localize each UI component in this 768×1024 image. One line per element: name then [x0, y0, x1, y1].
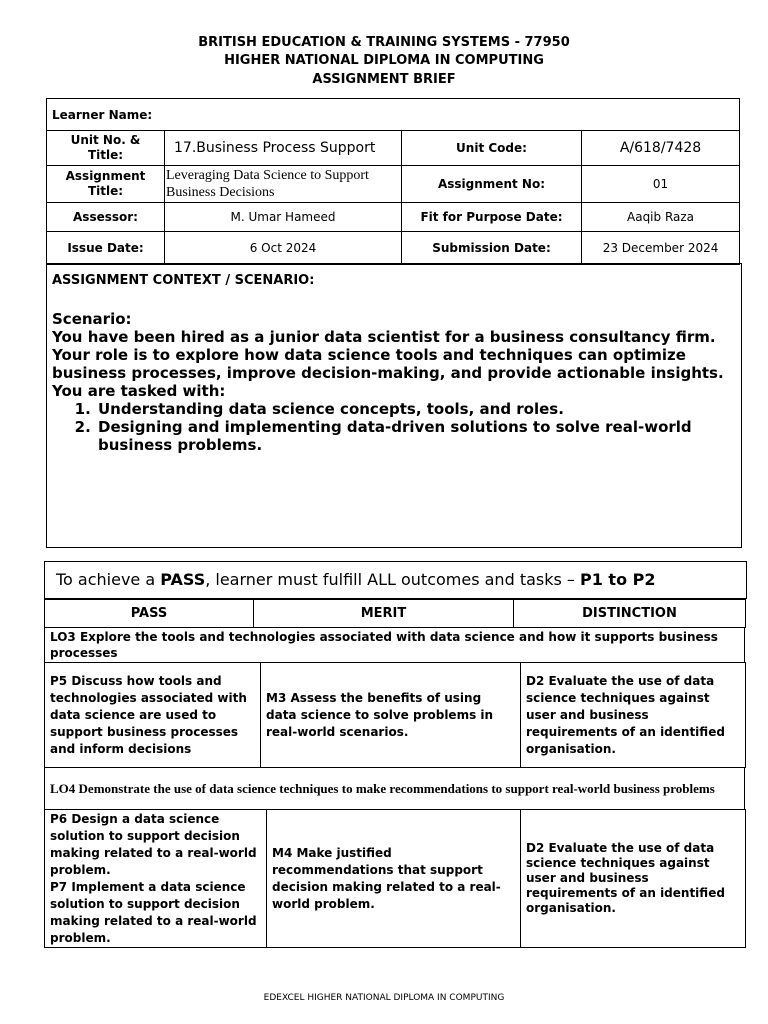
learner-name-row — [47, 99, 740, 131]
lo4-description: LO4 Demonstrate the use of data science techniques to make recommendations to support real-world business problems — [45, 768, 745, 810]
task-item: 1. Understanding data science concepts, tools, and roles. — [96, 400, 736, 418]
unit-row — [47, 131, 740, 166]
task-item: 2. Designing and implementing data-driven solutions to solve real-world business problems. — [96, 418, 736, 454]
issue-date-value: 6 Oct 2024 — [165, 232, 402, 265]
lo3-description: LO3 Explore the tools and technologies associated with data science and how it supports business processes — [45, 628, 745, 663]
footer-text: EDEXCEL HIGHER NATIONAL DIPLOMA IN COMPUTING — [263, 993, 505, 1003]
assessor-value: M. Umar Hameed — [165, 203, 402, 232]
scenario-paragraph: You have been hired as a junior data scientist for a business consultancy firm. Your role is to explore how data science tools and techniques can optimize business processes, improve decision-making, and provide actionable insights. You are tasked with: — [52, 328, 724, 400]
scenario-box — [46, 263, 742, 548]
assignment-title-row — [47, 166, 740, 203]
assignment-title-value: Leveraging Data Science to Support Business Decisions — [165, 166, 402, 203]
assignment-no-value: 01 — [582, 166, 740, 203]
unit-value: 17.Business Process Support — [165, 131, 402, 166]
fit-for-purpose-label: Fit for Purpose Date: — [402, 203, 582, 232]
criterion-p5: P5 Discuss how tools and technologies associated with data science are used to support business processes and inform decisions — [45, 663, 261, 768]
submission-date-value: 23 December 2024 — [582, 232, 740, 265]
header-line-3: ASSIGNMENT BRIEF — [312, 72, 456, 87]
lo4-criteria-table — [44, 809, 746, 948]
column-distinction-header: DISTINCTION — [514, 600, 746, 628]
assignment-info-table — [46, 98, 740, 265]
assignment-no-label: Assignment No: — [402, 166, 582, 203]
context-heading: ASSIGNMENT CONTEXT / SCENARIO: — [52, 273, 315, 288]
criteria-p6-p7 — [45, 810, 267, 948]
lo3-table — [44, 627, 745, 663]
column-merit-header: MERIT — [254, 600, 514, 628]
unit-code-label: Unit Code: — [402, 131, 582, 166]
pass-banner-middle: , learner must fulfill ALL outcomes and tasks – — [205, 570, 580, 589]
unit-label: Unit No. & Title: — [47, 131, 165, 166]
learner-name-label: Learner Name: — [47, 99, 740, 131]
assignment-title-label: Assignment Title: — [47, 166, 165, 203]
criterion-p6: P6 Design a data science solution to support decision making related to a real-world problem. — [50, 811, 257, 877]
lo4-table — [44, 767, 745, 810]
criterion-m3: M3 Assess the benefits of using data science to solve problems in real-world scenarios. — [261, 663, 521, 768]
criteria-header-table — [44, 599, 746, 628]
header-line-2: HIGHER NATIONAL DIPLOMA IN COMPUTING — [224, 53, 544, 68]
column-pass-header: PASS — [45, 600, 254, 628]
pass-banner-range: P1 to P2 — [580, 570, 656, 589]
scenario-label: Scenario: — [52, 310, 132, 328]
lo3-criteria-table — [44, 662, 746, 768]
fit-for-purpose-value: Aaqib Raza — [582, 203, 740, 232]
assessor-label: Assessor: — [47, 203, 165, 232]
issue-date-label: Issue Date: — [47, 232, 165, 265]
unit-code-value: A/618/7428 — [582, 131, 740, 166]
pass-banner — [44, 561, 747, 599]
criterion-m4: M4 Make justified recommendations that support decision making related to a real-world problem. — [267, 810, 521, 948]
header-line-1: BRITISH EDUCATION & TRAINING SYSTEMS - 77950 — [198, 35, 570, 50]
pass-banner-prefix: To achieve a — [56, 570, 161, 589]
pass-banner-pass-word: PASS — [160, 570, 206, 589]
dates-row — [47, 232, 740, 265]
criterion-d2-lo3: D2 Evaluate the use of data science techniques against user and business requirements of an identified organisation. — [521, 663, 746, 768]
criterion-d2-lo4: D2 Evaluate the use of data science techniques against user and business requirements of an identified organisation. — [521, 810, 746, 948]
criterion-p7: P7 Implement a data science solution to support decision making related to a real-world problem. — [50, 879, 257, 945]
assessor-row — [47, 203, 740, 232]
submission-date-label: Submission Date: — [402, 232, 582, 265]
task-list — [52, 400, 736, 454]
